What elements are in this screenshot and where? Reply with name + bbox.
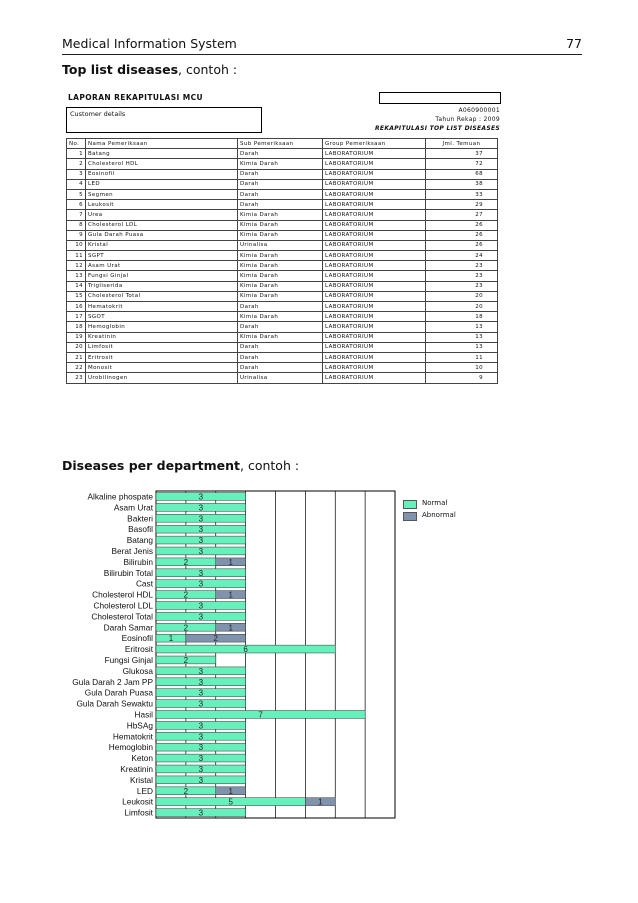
sub-exam: Kimia Darah bbox=[238, 281, 323, 291]
exam-group: LABORATORIUM bbox=[323, 281, 426, 291]
category-label: Leukosit bbox=[122, 796, 153, 807]
row-number: 3 bbox=[67, 169, 86, 179]
row-number: 14 bbox=[67, 281, 86, 291]
section-heading-top-list bbox=[62, 62, 237, 77]
sub-exam: Darah bbox=[238, 200, 323, 210]
category-label: LED bbox=[136, 785, 153, 796]
exam-name: LED bbox=[86, 179, 238, 189]
section-heading-per-department bbox=[62, 458, 299, 473]
exam-group: LABORATORIUM bbox=[323, 149, 426, 159]
finding-count: 26 bbox=[426, 220, 498, 230]
table-row bbox=[67, 373, 498, 383]
exam-group: LABORATORIUM bbox=[323, 220, 426, 230]
category-label: Cholesterol LDL bbox=[93, 600, 153, 611]
data-label: 3 bbox=[198, 525, 204, 535]
data-label: 3 bbox=[198, 612, 204, 622]
finding-count: 11 bbox=[426, 352, 498, 362]
row-number: 12 bbox=[67, 261, 86, 271]
category-label: Keton bbox=[131, 753, 153, 764]
row-number: 13 bbox=[67, 271, 86, 281]
data-label: 3 bbox=[198, 536, 204, 546]
row-number: 8 bbox=[67, 220, 86, 230]
table-row bbox=[67, 230, 498, 240]
row-number: 1 bbox=[67, 149, 86, 159]
table-header-row bbox=[67, 139, 498, 149]
customer-details-box bbox=[66, 107, 262, 133]
category-label: Basofil bbox=[128, 524, 153, 535]
data-label: 3 bbox=[198, 568, 204, 578]
table-row bbox=[67, 342, 498, 352]
sub-exam: Kimia Darah bbox=[238, 271, 323, 281]
exam-group: LABORATORIUM bbox=[323, 251, 426, 261]
exam-name: Kreatinin bbox=[86, 332, 238, 342]
data-label: 1 bbox=[228, 786, 233, 796]
exam-name: Hematokrit bbox=[86, 302, 238, 312]
exam-group: LABORATORIUM bbox=[323, 363, 426, 373]
sub-exam: Kimia Darah bbox=[238, 220, 323, 230]
exam-group: LABORATORIUM bbox=[323, 352, 426, 362]
legend-item-abnormal bbox=[401, 510, 481, 522]
finding-count: 26 bbox=[426, 240, 498, 250]
data-label: 2 bbox=[183, 655, 189, 665]
sub-exam: Darah bbox=[238, 179, 323, 189]
category-label: Alkaline phospate bbox=[87, 491, 153, 502]
data-label: 1 bbox=[228, 557, 233, 567]
exam-group: LABORATORIUM bbox=[323, 261, 426, 271]
finding-count: 13 bbox=[426, 322, 498, 332]
sub-exam: Urinalisa bbox=[238, 240, 323, 250]
row-number: 2 bbox=[67, 159, 86, 169]
finding-count: 20 bbox=[426, 291, 498, 301]
row-number: 21 bbox=[67, 352, 86, 362]
data-label: 6 bbox=[243, 645, 248, 655]
exam-name: SGOT bbox=[86, 312, 238, 322]
exam-group: LABORATORIUM bbox=[323, 271, 426, 281]
exam-name: Urobilinogen bbox=[86, 373, 238, 383]
row-number: 20 bbox=[67, 342, 86, 352]
category-label: Darah Samar bbox=[103, 622, 153, 633]
sub-exam: Kimia Darah bbox=[238, 291, 323, 301]
category-label: Bilirubin Total bbox=[103, 567, 153, 578]
report-subtitle: REKAPITULASI TOP LIST DISEASES bbox=[375, 125, 500, 132]
column-header: Group Pemeriksaan bbox=[323, 139, 426, 149]
exam-group: LABORATORIUM bbox=[323, 230, 426, 240]
finding-count: 37 bbox=[426, 149, 498, 159]
data-label: 3 bbox=[198, 579, 204, 589]
row-number: 19 bbox=[67, 332, 86, 342]
section-heading-rest: , contoh : bbox=[240, 458, 300, 473]
finding-count: 29 bbox=[426, 200, 498, 210]
table-row bbox=[67, 322, 498, 332]
table-row bbox=[67, 149, 498, 159]
table-row bbox=[67, 179, 498, 189]
sub-exam: Darah bbox=[238, 352, 323, 362]
legend-label-abnormal: Abnormal bbox=[422, 511, 456, 519]
legend-swatch-normal bbox=[403, 500, 417, 509]
data-label: 2 bbox=[183, 590, 189, 600]
table-row bbox=[67, 363, 498, 373]
exam-name: SGPT bbox=[86, 251, 238, 261]
data-label: 2 bbox=[183, 623, 189, 633]
report-image bbox=[62, 88, 506, 418]
exam-group: LABORATORIUM bbox=[323, 240, 426, 250]
finding-count: 9 bbox=[426, 373, 498, 383]
sub-exam: Darah bbox=[238, 302, 323, 312]
exam-group: LABORATORIUM bbox=[323, 373, 426, 383]
sub-exam: Kimia Darah bbox=[238, 210, 323, 220]
finding-count: 20 bbox=[426, 302, 498, 312]
data-label: 3 bbox=[198, 492, 204, 502]
row-number: 9 bbox=[67, 230, 86, 240]
exam-name: Fungsi Ginjal bbox=[86, 271, 238, 281]
exam-name: Eosinofil bbox=[86, 169, 238, 179]
finding-count: 24 bbox=[426, 251, 498, 261]
exam-name: Cholesterol Total bbox=[86, 291, 238, 301]
finding-count: 72 bbox=[426, 159, 498, 169]
legend-swatch-abnormal bbox=[403, 512, 417, 521]
exam-name: Trigliserida bbox=[86, 281, 238, 291]
document-title: Medical Information System bbox=[62, 36, 237, 51]
data-label: 3 bbox=[198, 743, 204, 753]
exam-group: LABORATORIUM bbox=[323, 159, 426, 169]
sub-exam: Darah bbox=[238, 189, 323, 199]
sub-exam: Darah bbox=[238, 169, 323, 179]
data-label: 2 bbox=[213, 634, 218, 644]
category-label: Fungsi Ginjal bbox=[104, 654, 153, 665]
table-row bbox=[67, 302, 498, 312]
row-number: 5 bbox=[67, 189, 86, 199]
legend-label-normal: Normal bbox=[422, 499, 448, 507]
sub-exam: Darah bbox=[238, 342, 323, 352]
category-label: Hemoglobin bbox=[108, 742, 153, 753]
sub-exam: Kimia Darah bbox=[238, 332, 323, 342]
table-row bbox=[67, 189, 498, 199]
data-label: 1 bbox=[318, 797, 323, 807]
sub-exam: Kimia Darah bbox=[238, 159, 323, 169]
data-label: 1 bbox=[168, 634, 174, 644]
report-year: Tahun Rekap : 2009 bbox=[435, 116, 500, 123]
finding-count: 27 bbox=[426, 210, 498, 220]
data-label: 7 bbox=[258, 710, 263, 720]
exam-group: LABORATORIUM bbox=[323, 200, 426, 210]
finding-count: 68 bbox=[426, 169, 498, 179]
row-number: 6 bbox=[67, 200, 86, 210]
exam-name: Urea bbox=[86, 210, 238, 220]
sub-exam: Kimia Darah bbox=[238, 251, 323, 261]
data-label: 3 bbox=[198, 699, 204, 709]
sub-exam: Darah bbox=[238, 149, 323, 159]
finding-count: 23 bbox=[426, 281, 498, 291]
data-label: 3 bbox=[198, 754, 204, 764]
column-header: Jml. Temuan bbox=[426, 139, 498, 149]
exam-name: Gula Darah Puasa bbox=[86, 230, 238, 240]
table-row bbox=[67, 291, 498, 301]
finding-count: 23 bbox=[426, 261, 498, 271]
column-header: No. bbox=[67, 139, 86, 149]
sub-exam: Urinalisa bbox=[238, 373, 323, 383]
diseases-bar-chart bbox=[62, 488, 398, 820]
data-label: 3 bbox=[198, 721, 204, 731]
row-number: 4 bbox=[67, 179, 86, 189]
exam-name: Leukosit bbox=[86, 200, 238, 210]
category-label: Eritrosit bbox=[124, 644, 153, 655]
finding-count: 33 bbox=[426, 189, 498, 199]
finding-count: 13 bbox=[426, 342, 498, 352]
table-row bbox=[67, 352, 498, 362]
category-label: Bilirubin bbox=[123, 556, 153, 567]
data-label: 3 bbox=[198, 764, 204, 774]
finding-count: 10 bbox=[426, 363, 498, 373]
exam-group: LABORATORIUM bbox=[323, 332, 426, 342]
report-title: LAPORAN REKAPITULASI MCU bbox=[68, 93, 203, 102]
category-label: Kreatinin bbox=[120, 763, 153, 774]
table-row bbox=[67, 332, 498, 342]
data-label: 3 bbox=[198, 503, 204, 513]
finding-count: 26 bbox=[426, 230, 498, 240]
category-label: Hematokrit bbox=[112, 731, 153, 742]
exam-group: LABORATORIUM bbox=[323, 302, 426, 312]
table-row bbox=[67, 159, 498, 169]
category-label: Kristal bbox=[129, 774, 153, 785]
data-label: 3 bbox=[198, 688, 204, 698]
data-label: 3 bbox=[198, 514, 204, 524]
finding-count: 13 bbox=[426, 332, 498, 342]
report-code: A060900001 bbox=[458, 107, 500, 114]
exam-group: LABORATORIUM bbox=[323, 169, 426, 179]
finding-count: 38 bbox=[426, 179, 498, 189]
table-row bbox=[67, 220, 498, 230]
row-number: 17 bbox=[67, 312, 86, 322]
category-label: Cast bbox=[135, 578, 153, 589]
data-label: 2 bbox=[183, 557, 189, 567]
row-number: 16 bbox=[67, 302, 86, 312]
table-row bbox=[67, 271, 498, 281]
category-label: Limfosit bbox=[124, 807, 153, 818]
column-header: Sub Pemeriksaan bbox=[238, 139, 323, 149]
category-label: Gula Darah Sewaktu bbox=[76, 698, 153, 709]
row-number: 18 bbox=[67, 322, 86, 332]
exam-name: Limfosit bbox=[86, 342, 238, 352]
category-label: Cholesterol HDL bbox=[92, 589, 153, 600]
row-number: 10 bbox=[67, 240, 86, 250]
table-row bbox=[67, 261, 498, 271]
finding-count: 23 bbox=[426, 271, 498, 281]
section-heading-rest: , contoh : bbox=[178, 62, 238, 77]
category-label: Batang bbox=[126, 535, 153, 546]
exam-name: Eritrosit bbox=[86, 352, 238, 362]
column-header: Nama Pemeriksaan bbox=[86, 139, 238, 149]
data-label: 3 bbox=[198, 808, 204, 818]
table-row bbox=[67, 281, 498, 291]
data-label: 3 bbox=[198, 546, 204, 556]
exam-group: LABORATORIUM bbox=[323, 291, 426, 301]
data-label: 1 bbox=[228, 590, 233, 600]
exam-group: LABORATORIUM bbox=[323, 322, 426, 332]
finding-count: 18 bbox=[426, 312, 498, 322]
exam-group: LABORATORIUM bbox=[323, 179, 426, 189]
exam-name: Hemoglobin bbox=[86, 322, 238, 332]
exam-group: LABORATORIUM bbox=[323, 210, 426, 220]
exam-name: Kristal bbox=[86, 240, 238, 250]
category-label: Gula Darah 2 Jam PP bbox=[72, 676, 153, 687]
data-label: 3 bbox=[198, 732, 204, 742]
data-label: 1 bbox=[228, 623, 233, 633]
table-row bbox=[67, 251, 498, 261]
category-label: Cholesterol Total bbox=[91, 611, 153, 622]
category-label: Bakteri bbox=[127, 513, 153, 524]
exam-name: Segmen bbox=[86, 189, 238, 199]
sub-exam: Darah bbox=[238, 322, 323, 332]
data-label: 2 bbox=[183, 786, 189, 796]
table-row bbox=[67, 200, 498, 210]
sub-exam: Kimia Darah bbox=[238, 312, 323, 322]
row-number: 15 bbox=[67, 291, 86, 301]
legend-item-normal bbox=[401, 498, 481, 510]
category-label: Glukosa bbox=[122, 665, 153, 676]
data-label: 3 bbox=[198, 666, 204, 676]
row-number: 22 bbox=[67, 363, 86, 373]
exam-name: Cholesterol HDL bbox=[86, 159, 238, 169]
customer-details-label: Customer details bbox=[70, 110, 126, 118]
section-heading-bold: Top list diseases bbox=[62, 62, 179, 77]
page-header bbox=[62, 36, 582, 55]
exam-group: LABORATORIUM bbox=[323, 312, 426, 322]
table-row bbox=[67, 312, 498, 322]
exam-group: LABORATORIUM bbox=[323, 342, 426, 352]
category-label: Berat Jenis bbox=[111, 545, 153, 556]
report-code-field bbox=[379, 92, 501, 104]
row-number: 11 bbox=[67, 251, 86, 261]
row-number: 23 bbox=[67, 373, 86, 383]
table-row bbox=[67, 240, 498, 250]
sub-exam: Kimia Darah bbox=[238, 230, 323, 240]
row-number: 7 bbox=[67, 210, 86, 220]
exam-group: LABORATORIUM bbox=[323, 189, 426, 199]
data-label: 3 bbox=[198, 677, 204, 687]
exam-name: Cholesterol LDL bbox=[86, 220, 238, 230]
sub-exam: Darah bbox=[238, 363, 323, 373]
data-label: 3 bbox=[198, 775, 204, 785]
category-label: Gula Darah Puasa bbox=[84, 687, 153, 698]
top-list-table bbox=[66, 138, 498, 384]
chart-legend bbox=[401, 494, 481, 524]
table-row bbox=[67, 169, 498, 179]
exam-name: Monosit bbox=[86, 363, 238, 373]
exam-name: Batang bbox=[86, 149, 238, 159]
category-label: Eosinofil bbox=[121, 633, 153, 644]
data-label: 5 bbox=[228, 797, 233, 807]
category-label: Hasil bbox=[134, 709, 153, 720]
category-label: HbSAg bbox=[126, 720, 153, 731]
category-label: Asam Urat bbox=[113, 502, 153, 513]
exam-name: Asam Urat bbox=[86, 261, 238, 271]
data-label: 3 bbox=[198, 601, 204, 611]
sub-exam: Kimia Darah bbox=[238, 261, 323, 271]
section-heading-bold: Diseases per department bbox=[62, 458, 240, 473]
table-row bbox=[67, 210, 498, 220]
page-number: 77 bbox=[566, 36, 582, 51]
